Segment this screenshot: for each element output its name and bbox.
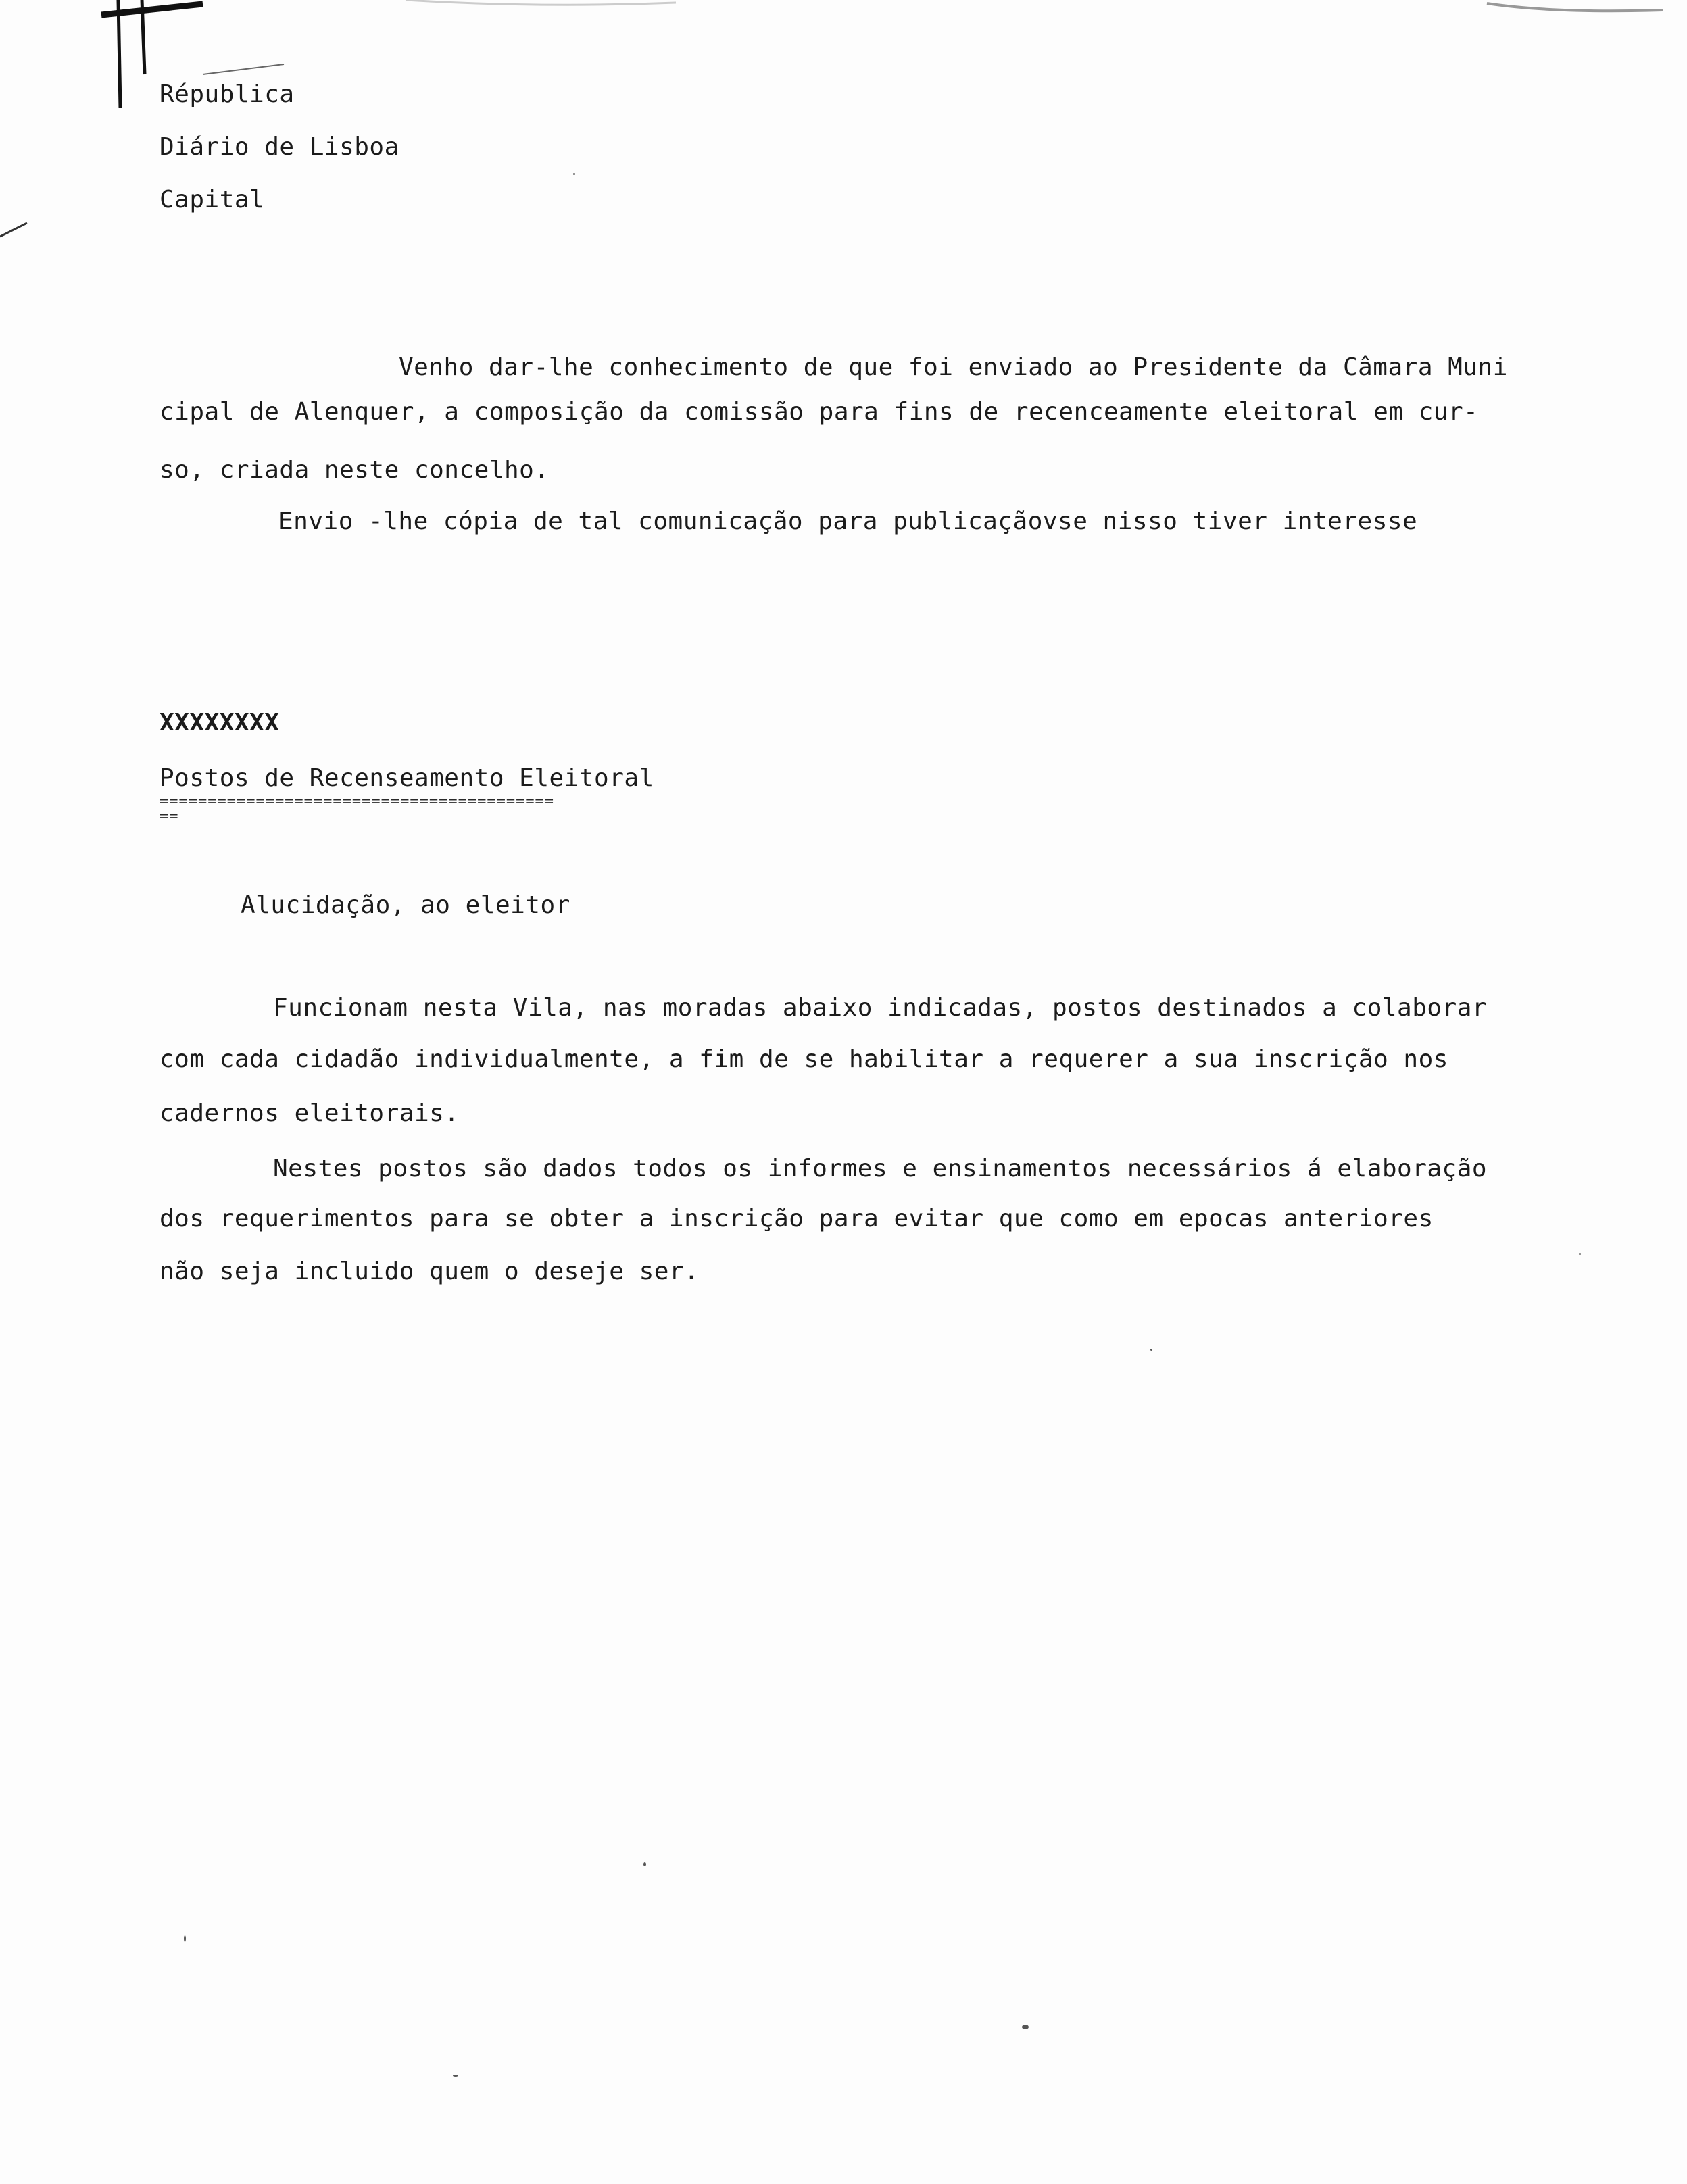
heading-rule: == — [160, 808, 179, 825]
body-line: Funcionam nesta Vila, nas moradas abaixo indicadas, postos destinados a colaborar — [273, 994, 1488, 1022]
paper-speck — [184, 1935, 186, 1942]
paper-speck — [1022, 2025, 1029, 2029]
heading-rule: ========================================= — [160, 793, 555, 810]
paper-speck — [453, 2075, 458, 2077]
recipient-line: Républica — [160, 80, 295, 108]
struck-text: XXXXXXXX — [160, 709, 280, 737]
letter-line: cipal de Alenquer, a composição da comissão para fins de recenceamente eleitoral em cur- — [160, 398, 1479, 426]
body-line: Nestes postos são dados todos os informes e ensinamentos necessários á elaboração — [273, 1155, 1488, 1183]
recipient-line: Capital — [160, 186, 265, 214]
letter-line: Venho dar-lhe conhecimento de que foi enviado ao Presidente da Câmara Muni — [399, 353, 1508, 381]
letter-line: Envio -lhe cópia de tal comunicação para publicaçãovse nisso tiver interesse — [278, 507, 1418, 535]
paper-speck — [1150, 1349, 1152, 1351]
section-heading: Postos de Recenseamento Eleitoral — [160, 764, 654, 792]
letter-line: so, criada neste concelho. — [160, 456, 549, 484]
subheading: Alucidação, ao eleitor — [241, 891, 570, 919]
recipient-line: Diário de Lisboa — [160, 133, 399, 161]
body-line: dos requerimentos para se obter a inscrição para evitar que como em epocas anteriores — [160, 1205, 1434, 1233]
body-line: não seja incluido quem o deseje ser. — [160, 1258, 700, 1285]
body-line: cadernos eleitorais. — [160, 1099, 460, 1127]
paper-speck — [1579, 1253, 1581, 1255]
body-line: com cada cidadão individualmente, a fim de se habilitar a requerer a sua inscrição nos — [160, 1045, 1448, 1073]
paper-speck — [573, 173, 575, 175]
paper-speck — [643, 1862, 646, 1866]
